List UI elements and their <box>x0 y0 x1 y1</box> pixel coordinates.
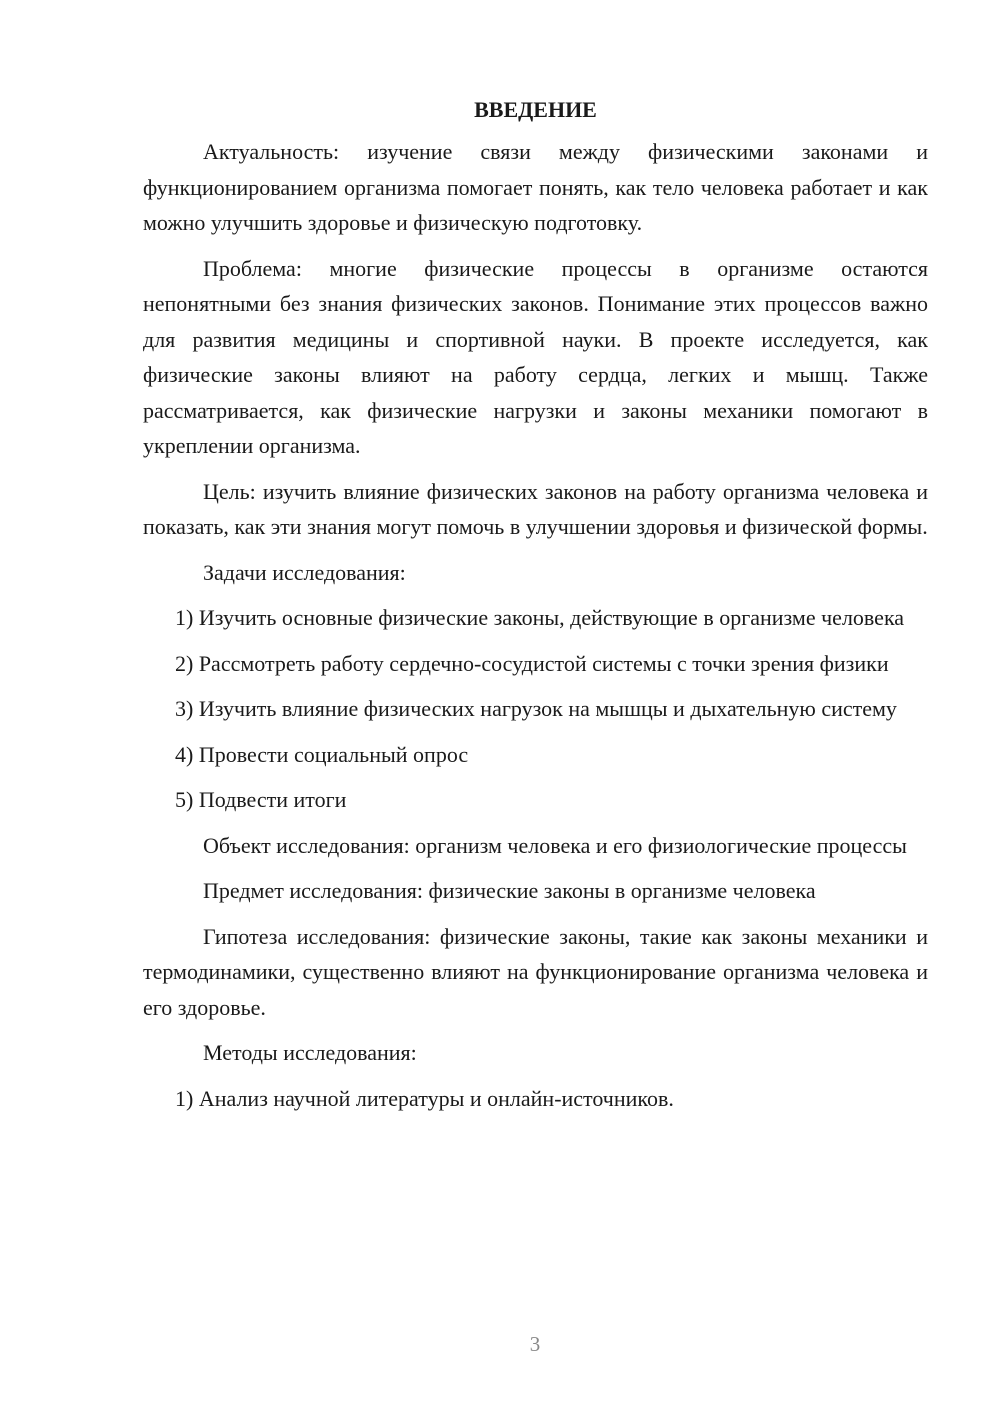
page-number: 3 <box>529 1332 541 1356</box>
relevance-paragraph: Актуальность: изучение связи между физическими законами и функционированием организма помогает понять, как тело человека работает и как можно улучшить здоровье и физическую подготовку. <box>143 139 928 235</box>
subject-paragraph: Предмет исследования: физические законы в организме человека <box>203 878 816 903</box>
method-item-1: 1) Анализ научной литературы и онлайн-источников. <box>175 1085 674 1111</box>
goal-paragraph: Цель: изучить влияние физических законов на работу организма человека и показать, как эти знания могут помочь в улучшении здоровья и физической формы. <box>143 478 928 539</box>
problem-paragraph: Проблема: многие физические процессы в организме остаются непонятными без знания физических законов. Понимание этих процессов важно для развития медицины и спортивной науки. В проекте исследуется, как физические законы влияют на работу сердца, легких и мышц. Также рассматривается, как физические нагрузки и законы механики помогают в укреплении организма. <box>143 255 928 458</box>
task-item-1: 1) Изучить основные физические законы, действующие в организме человека <box>175 605 905 630</box>
document-page <box>143 92 928 1126</box>
hypothesis-paragraph: Гипотеза исследования: физические законы, такие как законы механики и термодинамики, существенно влияют на функционирование организма человека и его здоровье. <box>143 923 928 1020</box>
tasks-heading: Задачи исследования: <box>203 559 406 585</box>
task-item-2: 2) Рассмотреть работу сердечно-сосудистой системы с точки зрения физики <box>175 650 889 676</box>
methods-heading: Методы исследования: <box>203 1040 417 1065</box>
object-paragraph: Объект исследования: организм человека и его физиологические процессы <box>203 832 907 858</box>
page-title: ВВЕДЕНИЕ <box>474 97 597 122</box>
task-item-3: 3) Изучить влияние физических нагрузок на мышцы и дыхательную систему <box>175 696 897 721</box>
task-item-4: 4) Провести социальный опрос <box>175 741 469 767</box>
task-item-5: 5) Подвести итоги <box>175 787 347 812</box>
